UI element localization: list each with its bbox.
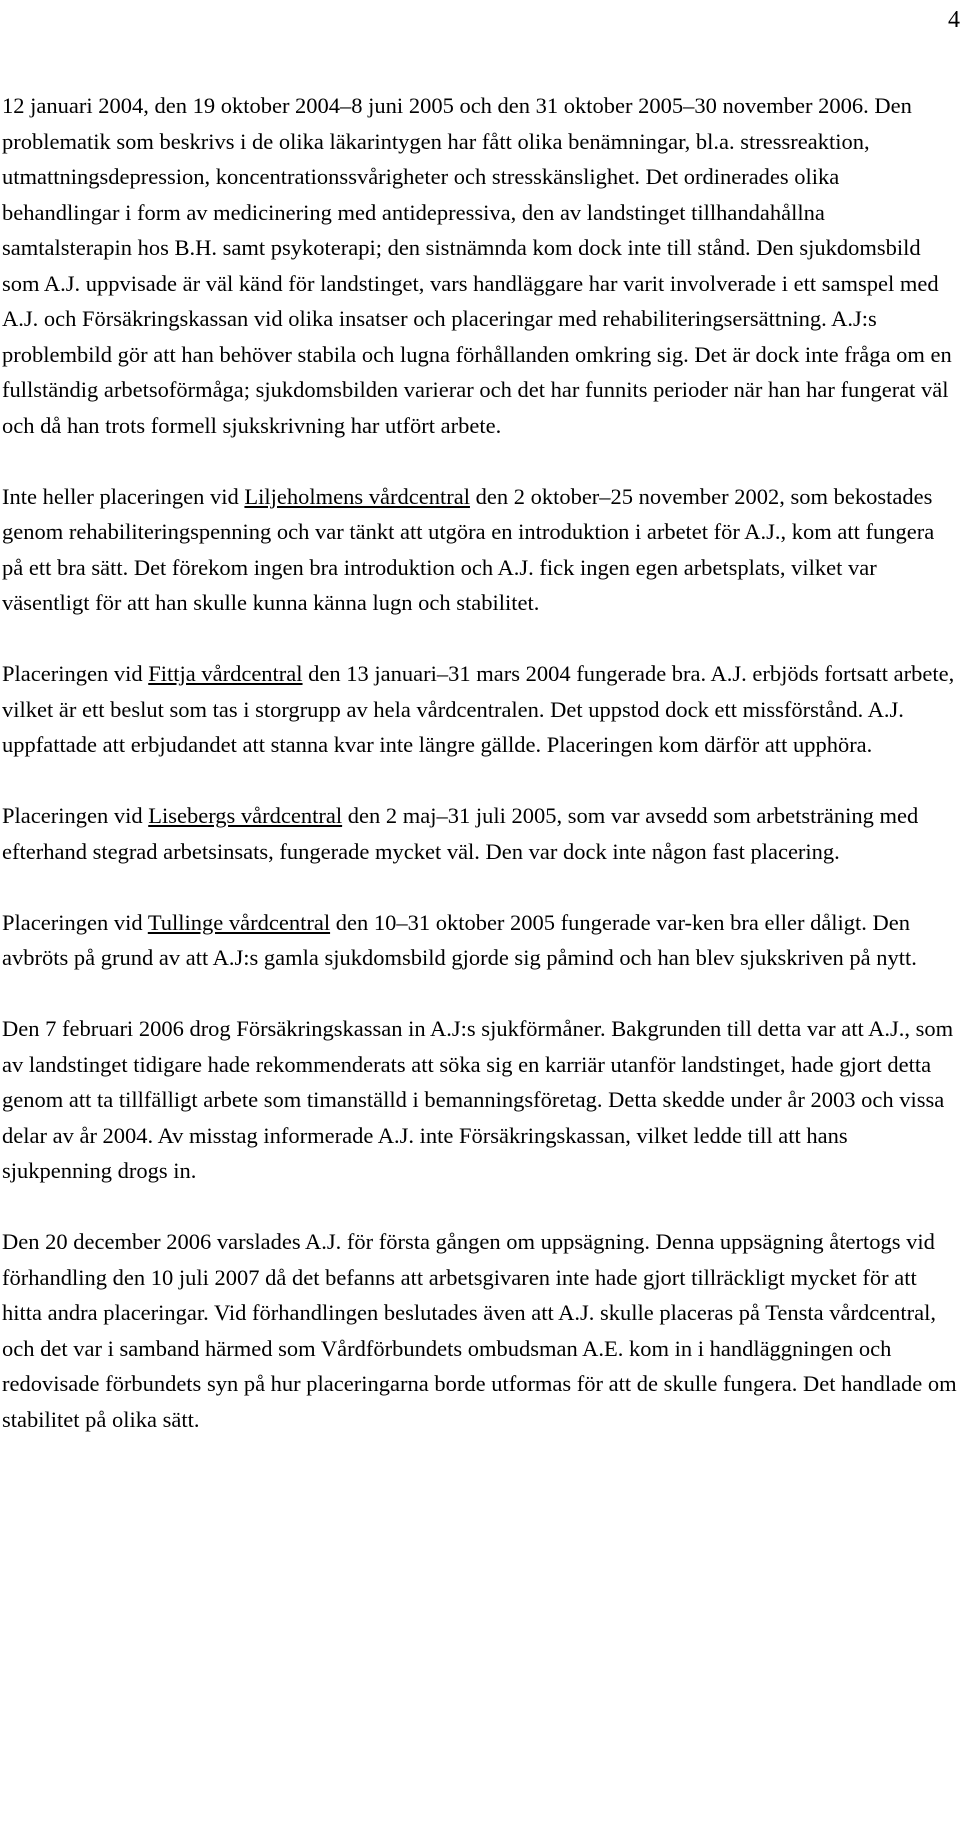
document-body — [2, 88, 958, 1437]
paragraph-tullinge-placement — [2, 905, 958, 976]
paragraph-text: den 2 oktober–25 november 2002, som bekostades genom rehabiliteringspenning och var tänkt att utgöra en introduktion i arbetet för A.J., kom att fungera på ett bra sätt. Det förekom ingen bra introduktion och A.J. fick ingen egen arbetsplats, vilket var väsentligt för att han skulle kunna känna lugn och stabilitet. — [2, 483, 935, 615]
paragraph-text: Inte heller placeringen vid — [2, 483, 245, 509]
paragraph-text: Placeringen vid — [2, 803, 149, 828]
liljeholmen-link[interactable]: Liljeholmens vårdcentral — [244, 483, 470, 509]
paragraph-text: den 2 maj–31 juli 2005, som var avsedd som arbetsträning med efterhand stegrad arbetsinsats, fungerade mycket väl. Den var dock inte någon fast placering. — [2, 803, 919, 864]
fittja-link[interactable]: Fittja vårdcentral — [148, 661, 303, 686]
paragraph-text: den 13 januari–31 mars 2004 fungerade bra. A.J. erbjöds fortsatt arbete, vilket är ett beslut som tas i storgrupp av hela vårdcentralen. Det uppstod dock ett missförstånd. A.J. uppfattade att erbjudandet att stanna kvar inte längre gällde. Placeringen kom därför att upphöra. — [2, 661, 955, 757]
paragraph-fittja-placement — [2, 656, 958, 763]
paragraph-text: den 10–31 oktober 2005 fungerade var-ken bra eller dåligt. Den avbröts på grund av att A.J:s gamla sjukdomsbild gjorde sig påmind och han blev sjukskriven på nytt. — [2, 909, 917, 970]
paragraph-liljeholmen-placement — [2, 479, 958, 621]
paragraph-text: Placeringen vid — [2, 661, 149, 686]
paragraph-liseberg-placement — [2, 798, 958, 869]
paragraph-sick-leave-background: 12 januari 2004, den 19 oktober 2004–8 juni 2005 och den 31 oktober 2005–30 november 2006. Den problematik som beskrivs i de olika läkarintygen har fått olika benämningar, bl.a. stressreaktion, utmattningsdepression, koncentrationssvårigheter och stresskänslighet. Det ordinerades olika behandlingar i form av medicinering med antidepressiva, den av landstinget tillhandahållna samtalsterapin hos B.H. samt psykoterapi; den sistnämnda kom dock inte till stånd. Den sjukdomsbild som A.J. uppvisade är väl känd för landstinget, vars handläggare har varit involverade i ett samspel med A.J. och Försäkringskassan vid olika insatser och placeringar med rehabiliteringsersättning. A.J:s problembild gör att han behöver stabila och lugna förhållanden omkring sig. Det är dock inte fråga om en fullständig arbetsoförmåga; sjukdomsbilden varierar och det har funnits perioder när han har fungerat väl och då han trots formell sjukskrivning har utfört arbete. — [2, 93, 952, 438]
tullinge-link[interactable]: Tullinge vårdcentral — [147, 909, 331, 935]
liseberg-link[interactable]: Lisebergs vårdcentral — [148, 803, 343, 828]
paragraph-dismissal-notice: Den 20 december 2006 varslades A.J. för första gången om uppsägning. Denna uppsägning återtogs vid förhandling den 10 juli 2007 då det befanns att arbetsgivaren inte hade gjort tillräckligt mycket för att hitta andra placeringar. Vid förhandlingen beslutades även att A.J. skulle placeras på Tensta vårdcentral, och det var i samband härmed som Vårdförbundets ombudsman A.E. kom in i handläggningen och redovisade förbundets syn på hur placeringarna borde utformas för att de skulle fungera. Det handlade om stabilitet på olika sätt. — [2, 1229, 957, 1432]
paragraph-sickness-benefits-withdrawn: Den 7 februari 2006 drog Försäkringskassan in A.J:s sjukförmåner. Bakgrunden till detta var att A.J., som av landstinget tidigare hade rekommenderats att söka sig en karriär utanför landstinget, hade gjort detta genom att ta tillfälligt arbete som timanställd i bemanningsföretag. Detta skedde under år 2003 och vissa delar av år 2004. Av misstag informerade A.J. inte Försäkringskassan, vilket ledde till att hans sjukpenning drogs in. — [2, 1016, 954, 1183]
page-number: 4 — [948, 7, 960, 33]
paragraph-text: Placeringen vid — [2, 909, 148, 935]
